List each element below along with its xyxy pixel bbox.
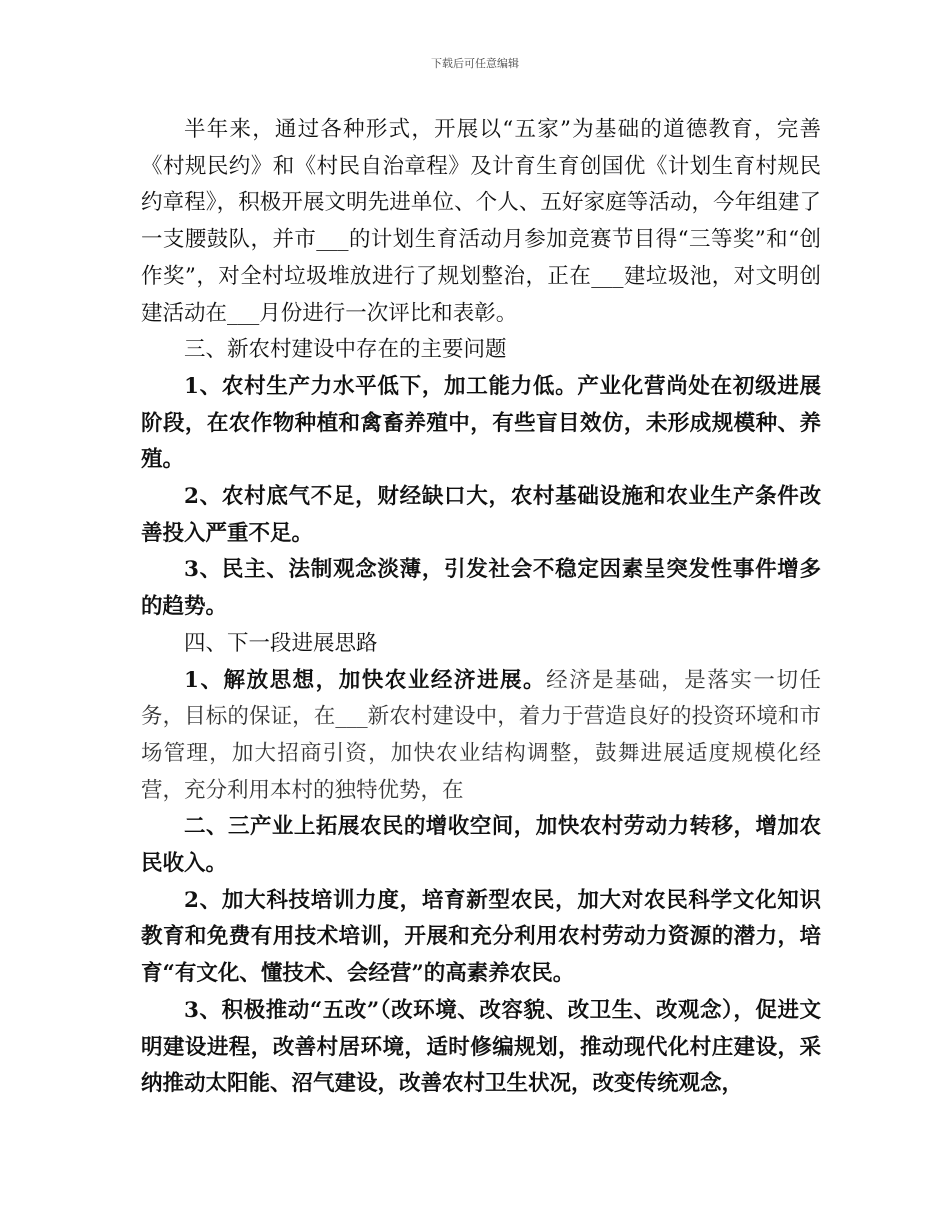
section-heading-4: 四、下一段进展思路 — [184, 630, 378, 656]
plan-1-continued: 二、三产业上拓展农民的增收空间，加快农村劳动力转移，增加农民收入。 — [141, 814, 821, 877]
page-header: 下载后可任意编辑 — [431, 57, 519, 70]
plan-1-rest: 经济是基础，是落实一切任务，目标的保证，在___新农村建设中，着力于营造良好的投资环境和市场管理，加大招商引资，加快农业结构调整，鼓舞进展适度规模化经营，充分利用本村的独特优势，在 — [141, 667, 821, 803]
problem-1: 1、农村生产力水平低下，加工能力低。产业化营尚处在初级进展阶段，在农作物种植和禽畜养殖中，有些盲目效仿，未形成规模种、养殖。 — [141, 373, 821, 473]
document-body — [141, 112, 821, 1103]
plan-3: 3、积极推动“五改”（改环境、改容貌、改卫生、改观念），促进文明建设进程，改善村居环境，适时修编规划，推动现代化村庄建设，采纳推动太阳能、沼气建设，改善农村卫生状况，改变传统观念， — [141, 997, 821, 1097]
section-heading-3: 三、新农村建设中存在的主要问题 — [184, 337, 507, 363]
plan-1-lead: 1、解放思想，加快农业经济进展。 — [184, 667, 547, 693]
paragraph-moral-education: 半年来，通过各种形式，开展以“五家”为基础的道德教育，完善《村规民约》和《村民自治章程》及计育生育创国优《计划生育村规民约章程》，积极开展文明先进单位、个人、五好家庭等活动，今年组建了一支腰鼓队，并市___的计划生育活动月参加竞赛节目得“三等奖”和“创作奖”，对全村垃圾堆放进行了规划整治，正在___建垃圾池，对文明创建活动在___月份进行一次评比和表彰。 — [141, 117, 821, 326]
plan-1 — [141, 663, 821, 810]
plan-2: 2、加大科技培训力度，培育新型农民，加大对农民科学文化知识教育和免费有用技术培训，开展和充分利用农村劳动力资源的潜力，培育“有文化、懂技术、会经营”的高素养农民。 — [141, 887, 821, 987]
problem-3: 3、民主、法制观念淡薄，引发社会不稳定因素呈突发性事件增多的趋势。 — [141, 557, 821, 620]
problem-2: 2、农村底气不足，财经缺口大，农村基础设施和农业生产条件改善投入严重不足。 — [141, 484, 821, 546]
